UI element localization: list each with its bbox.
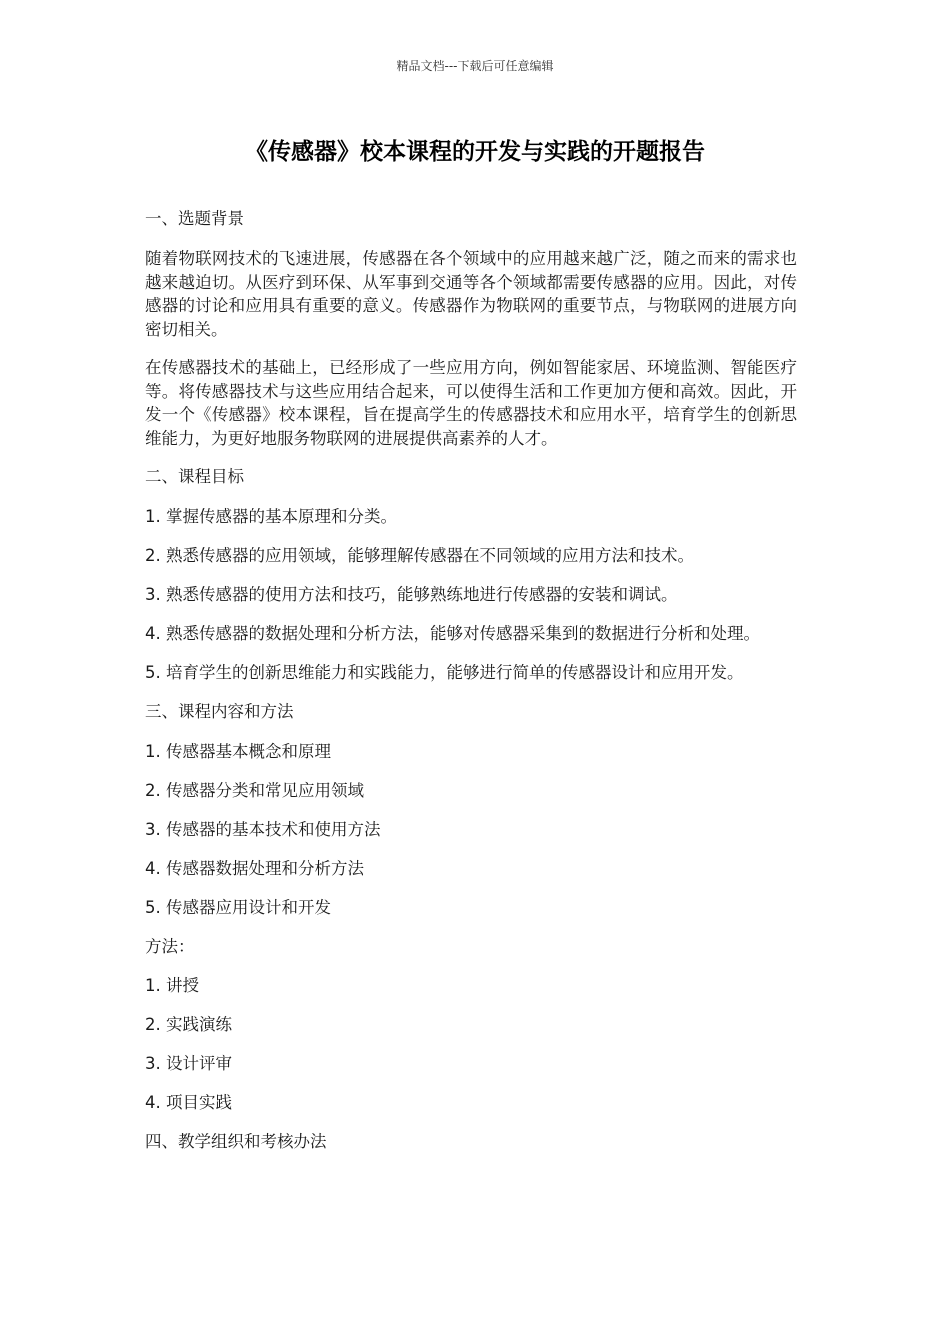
content-item: 5. 传感器应用设计和开发 [145,898,331,917]
section-heading-content-methods: 三、课程内容和方法 [145,702,294,721]
section-heading-goals: 二、课程目标 [145,467,244,486]
content-item: 1. 传感器基本概念和原理 [145,742,331,761]
method-item: 3. 设计评审 [145,1054,232,1073]
background-paragraph-2: 在传感器技术的基础上，已经形成了一些应用方向，例如智能家居、环境监测、智能医疗等。将传感器技术与这些应用结合起来，可以使得生活和工作更加方便和高效。因此，开发一个《传感器》校本课程，旨在提高学生的传感器技术和应用水平，培育学生的创新思维能力，为更好地服务物联网的进展提供高素养的人才。 [145,358,797,448]
section-heading-organization-assessment: 四、教学组织和考核办法 [145,1132,327,1151]
method-item: 4. 项目实践 [145,1093,232,1112]
method-item: 1. 讲授 [145,976,199,995]
section-heading-background: 一、选题背景 [145,209,244,228]
running-header: 精品文档---下载后可任意编辑 [396,59,554,73]
goal-item: 3. 熟悉传感器的使用方法和技巧，能够熟练地进行传感器的安装和调试。 [145,585,678,604]
background-paragraph-1: 随着物联网技术的飞速进展，传感器在各个领域中的应用越来越广泛，随之而来的需求也越来越迫切。从医疗到环保、从军事到交通等各个领域都需要传感器的应用。因此，对传感器的讨论和应用具有重要的意义。传感器作为物联网的重要节点，与物联网的进展方向密切相关。 [145,249,797,339]
goal-item: 4. 熟悉传感器的数据处理和分析方法，能够对传感器采集到的数据进行分析和处理。 [145,624,760,643]
content-item: 3. 传感器的基本技术和使用方法 [145,820,381,839]
document-body [145,207,797,1170]
methods-label: 方法： [145,937,195,956]
goal-item: 2. 熟悉传感器的应用领域，能够理解传感器在不同领域的应用方法和技术。 [145,546,694,565]
goal-item: 1. 掌握传感器的基本原理和分类。 [145,507,397,526]
document-title: 《传感器》校本课程的开发与实践的开题报告 [245,139,705,165]
content-item: 2. 传感器分类和常见应用领域 [145,781,364,800]
content-item: 4. 传感器数据处理和分析方法 [145,859,364,878]
goal-item: 5. 培育学生的创新思维能力和实践能力，能够进行简单的传感器设计和应用开发。 [145,663,744,682]
method-item: 2. 实践演练 [145,1015,232,1034]
